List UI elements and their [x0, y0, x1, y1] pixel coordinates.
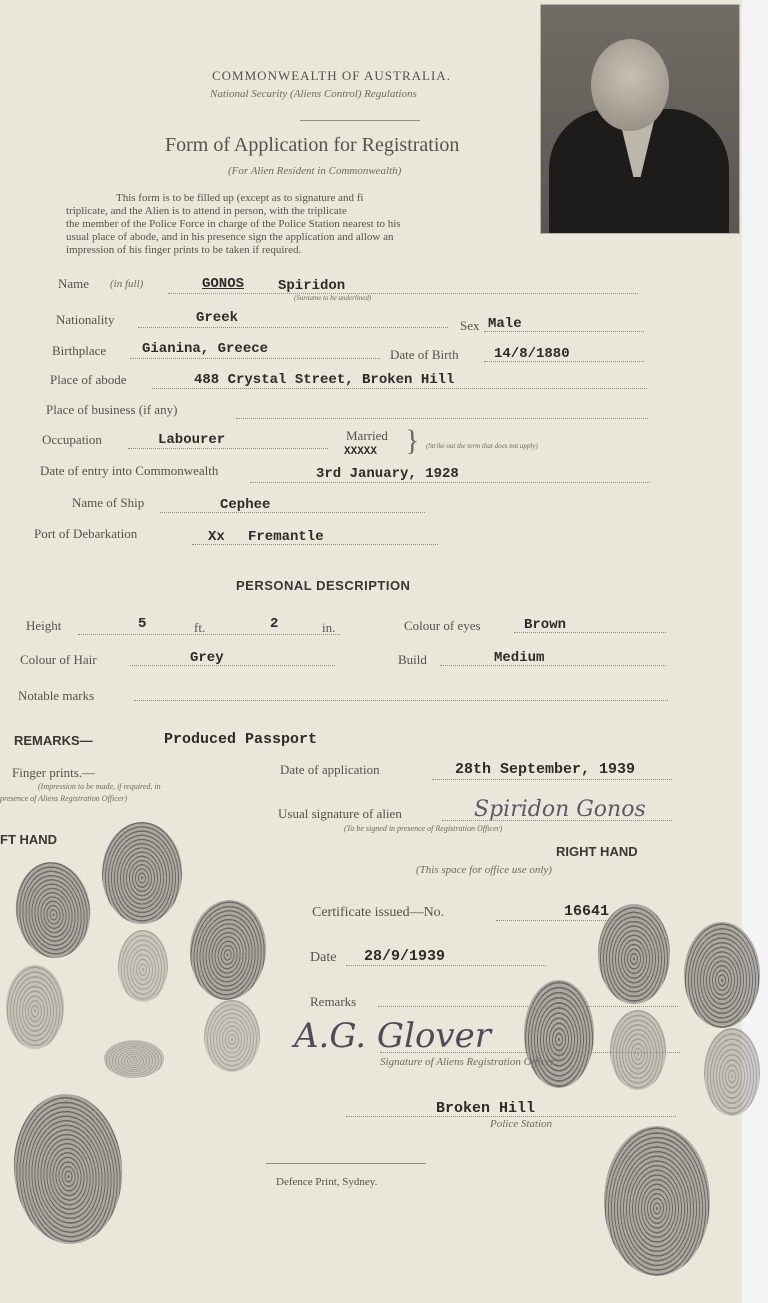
name-in-full-label: (in full) — [110, 278, 144, 290]
married-brace: } — [405, 424, 420, 457]
fingerprint-right-5 — [704, 1028, 760, 1116]
instruction-line-4: usual place of abode, and in his presence sign the application and allow an — [66, 231, 394, 243]
dob-label: Date of Birth — [390, 347, 459, 362]
country-heading: COMMONWEALTH OF AUSTRALIA. — [212, 68, 451, 83]
birthplace-line — [130, 358, 380, 359]
build-label: Build — [398, 652, 427, 667]
nationality-line — [138, 327, 448, 328]
fingerprint-left-2 — [102, 822, 182, 924]
printer-imprint: Defence Print, Sydney. — [276, 1176, 378, 1188]
finger-prints-note-2: presence of Aliens Registration Officer) — [0, 794, 128, 803]
fingerprint-left-4 — [118, 930, 168, 1002]
eyes-value: Brown — [524, 617, 567, 633]
sex-value: Male — [488, 316, 522, 332]
inches-label: in. — [322, 620, 336, 635]
entry-line — [250, 482, 650, 483]
birthplace-value: Gianina, Greece — [142, 341, 269, 357]
police-station-line — [346, 1116, 676, 1117]
entry-label: Date of entry into Commonwealth — [40, 463, 219, 478]
form-subtitle: (For Alien Resident in Commonwealth) — [228, 165, 402, 177]
height-feet-value: 5 — [138, 616, 147, 632]
office-date-line — [346, 965, 546, 966]
sex-line — [484, 331, 644, 332]
height-line — [78, 634, 340, 635]
footer-rule — [266, 1163, 426, 1164]
name-line — [168, 293, 638, 294]
notable-marks-label: Notable marks — [18, 688, 95, 703]
occupation-label: Occupation — [42, 432, 102, 447]
police-station-value: Broken Hill — [436, 1100, 536, 1117]
abode-value: 488 Crystal Street, Broken Hill — [194, 372, 455, 388]
application-date-line — [432, 779, 672, 780]
application-date-value: 28th September, 1939 — [455, 761, 636, 778]
build-line — [440, 665, 666, 666]
business-label: Place of business (if any) — [46, 402, 178, 417]
entry-value: 3rd January, 1928 — [316, 466, 459, 482]
height-inches-value: 2 — [270, 616, 279, 632]
nationality-label: Nationality — [56, 312, 115, 327]
port-line — [192, 544, 438, 545]
office-date-label: Date — [310, 950, 337, 965]
nationality-value: Greek — [196, 310, 239, 326]
port-label: Port of Debarkation — [34, 526, 138, 541]
fingerprint-right-3 — [524, 980, 594, 1088]
fingerprint-right-2 — [684, 922, 760, 1028]
abode-line — [152, 388, 647, 389]
officer-signature-label: Signature of Aliens Registration Officer — [380, 1056, 555, 1068]
dob-value: 14/8/1880 — [494, 346, 570, 362]
given-name-value: Spiridon — [278, 278, 346, 294]
signature-note: (To be signed in presence of Registration Officer) — [344, 824, 503, 833]
name-label: Name — [58, 276, 90, 291]
office-remarks-label: Remarks — [310, 994, 357, 1009]
officer-signature: A.G. Glover — [294, 1016, 492, 1056]
signature-label: Usual signature of alien — [278, 806, 402, 821]
finger-prints-label: Finger prints.— — [12, 765, 96, 780]
police-station-label: Police Station — [490, 1118, 553, 1130]
form-title: Form of Application for Registration — [165, 134, 460, 156]
certificate-number: 16641 — [564, 903, 610, 920]
business-line — [236, 418, 648, 419]
eyes-line — [514, 632, 666, 633]
height-label: Height — [26, 618, 62, 633]
office-date-value: 28/9/1939 — [364, 948, 446, 965]
header-rule — [300, 120, 420, 121]
certificate-line — [496, 920, 626, 921]
fingerprint-left-7 — [104, 1040, 164, 1078]
instruction-line-1: This form is to be filled up (except as to signature and fi — [116, 192, 364, 204]
instruction-line-5: impression of his finger prints to be taken if required. — [66, 244, 302, 256]
right-hand-label: RIGHT HAND — [556, 844, 638, 859]
ship-label: Name of Ship — [72, 495, 145, 510]
signature-line — [442, 820, 672, 821]
office-remarks-line — [378, 1006, 678, 1007]
personal-description-heading: PERSONAL DESCRIPTION — [236, 578, 411, 593]
remarks-value: Produced Passport — [164, 731, 318, 748]
single-struck-out: XXXXX — [344, 446, 378, 458]
hair-line — [130, 665, 335, 666]
birthplace-label: Birthplace — [52, 343, 107, 358]
surname-note: (Surname to be underlined) — [294, 294, 372, 302]
officer-signature-line — [380, 1052, 680, 1053]
married-label: Married — [346, 428, 388, 443]
office-use-note: (This space for office use only) — [416, 864, 552, 876]
eyes-label: Colour of eyes — [404, 618, 481, 633]
applicant-photo — [540, 4, 740, 234]
fingerprint-right-4 — [610, 1010, 666, 1090]
fingerprint-left-5 — [6, 965, 64, 1049]
left-hand-label: FT HAND — [0, 832, 58, 847]
notable-marks-line — [134, 700, 668, 701]
sex-label: Sex — [460, 318, 480, 333]
build-value: Medium — [494, 650, 545, 666]
feet-label: ft. — [194, 620, 206, 635]
occupation-value: Labourer — [158, 432, 226, 448]
instruction-line-3: the member of the Police Force in charge of the Police Station nearest to his — [66, 218, 401, 230]
ship-line — [160, 512, 425, 513]
port-struck-out: Xx — [208, 529, 225, 545]
hair-value: Grey — [190, 650, 224, 666]
occupation-line — [128, 448, 328, 449]
port-value: Fremantle — [248, 529, 324, 545]
instruction-line-2: triplicate, and the Alien is to attend in person, with the triplicate — [66, 205, 347, 217]
fingerprint-left-6 — [204, 1000, 260, 1072]
alien-signature: Spiridon Gonos — [474, 797, 646, 822]
certificate-label: Certificate issued—No. — [312, 905, 445, 920]
regulations-heading: National Security (Aliens Control) Regulations — [210, 88, 417, 100]
fingerprint-right-thumb — [604, 1126, 710, 1276]
finger-prints-note-1: (Impression to be made, if required, in — [38, 782, 161, 791]
remarks-label: REMARKS— — [14, 733, 93, 748]
ship-value: Cephee — [220, 497, 271, 513]
abode-label: Place of abode — [50, 372, 127, 387]
hair-label: Colour of Hair — [20, 652, 97, 667]
strike-out-note: (Strike out the term that does not apply) — [426, 442, 538, 450]
surname-value: GONOS — [202, 276, 245, 292]
dob-line — [484, 361, 644, 362]
application-date-label: Date of application — [280, 762, 380, 777]
